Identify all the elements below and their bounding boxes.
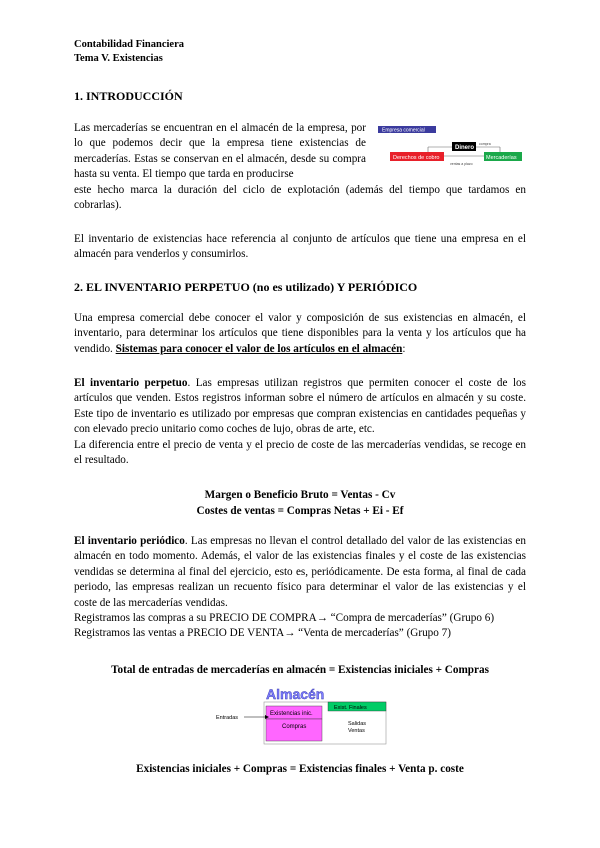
section-2-title: 2. EL INVENTARIO PERPETUO (no es utilizado) Y PERIÓDICO	[74, 280, 418, 294]
mercaderias-label: Mercaderías	[486, 155, 517, 161]
existencias-iniciales-label: Existencias inic.	[270, 711, 313, 717]
formula-coste-ventas: Costes de ventas = Compras Netas + Ei - Ef	[196, 505, 404, 517]
salidas-label: Salidas	[348, 721, 367, 727]
periodico-text: . Las empresas no llevan el control detallado del valor de las existencias en almacén en todo momento. Además, el valor de las existencias finales y el coste de las existencias vendidas se determina al final del ejercicio, esto es, periódicamente. De esta forma, al final de cada periodo, las empresas realizan un recuento físico para determinar el valor de las existencias y el coste de las mercaderías vendidas.	[74, 535, 526, 609]
section-1-title: 1. INTRODUCCIÓN	[74, 89, 183, 103]
almacen-svg	[214, 684, 390, 746]
perpetuo-text: . Las empresas utilizan registros que permiten conocer el coste de los artículos que venden. Estos registros informan sobre el número de artículos en almacén y su coste. Este tipo de inventario es utilizado por empresas que compran existencias en cantidades pequeñas y con elevado precio unitario como coches de lujo, obras de arte, etc.	[74, 377, 526, 436]
formula-total-entradas: Total de entradas de mercaderías en almacén = Existencias iniciales + Compras	[111, 664, 489, 676]
intro-colon: :	[402, 342, 406, 355]
inventory-definition: El inventario de existencias hace referencia al conjunto de artículos que tiene una empresa en el almacén para venderlos y consumirlos.	[74, 233, 526, 261]
cash-cycle-svg	[368, 125, 528, 167]
intro-text: Una empresa comercial debe conocer el valor y composición de sus existencias en almacén, el inventario, para determinar los artículos que tiene disponibles para la venta y los artículos que ha vendido.	[74, 312, 526, 355]
almacen-diagram	[214, 684, 390, 746]
compras-box	[266, 719, 322, 741]
systems-heading: Sistemas para conocer el valor de los artículos en el almacén	[115, 342, 403, 355]
derechos-cobro-label: Derechos de cobro	[393, 155, 440, 161]
topic-title: Tema V. Existencias	[74, 53, 163, 64]
empresa-comercial-label: Empresa comercial	[382, 127, 425, 134]
compra-arrow-label: compra	[479, 142, 491, 146]
course-title: Contabilidad Financiera	[74, 39, 184, 50]
formula-existencias: Existencias iniciales + Compras = Existencias finales + Venta p. coste	[136, 763, 464, 775]
compras-label: Compras	[282, 724, 307, 730]
ventas-label: Ventas	[348, 728, 365, 734]
perpetuo-text-2: La diferencia entre el precio de venta y el precio de coste de las mercaderías vendidas, se recoge en el resultado.	[74, 438, 526, 467]
registro-ventas: Registramos las ventas a PRECIO DE VENTA→ “Venta de mercaderías” (Grupo 7)	[74, 627, 451, 640]
cash-cycle-diagram	[368, 125, 528, 165]
entradas-label: Entradas	[216, 715, 239, 721]
ventas-arrow-label: ventas a plazo	[450, 162, 473, 166]
dinero-label: Dinero	[455, 145, 475, 151]
almacen-title: Almacén	[266, 686, 325, 702]
registro-compras: Registramos las compras a su PRECIO DE COMPRA→ “Compra de mercaderías” (Grupo 6)	[74, 612, 495, 625]
periodico-paragraph	[74, 534, 526, 642]
formula-margen: Margen o Beneficio Bruto = Ventas - Cv	[204, 489, 396, 501]
perpetuo-label: El inventario perpetuo	[74, 377, 188, 389]
intro-paragraph: Las mercaderías se encuentran en el almacén de la empresa, por lo que podemos decir que la empresa tiene existencias de mercaderías. Estas se conservan en el almacén, desde su compra hasta su venta. El tiempo que tarda en producirse	[74, 122, 366, 181]
periodico-label: El inventario periódico	[74, 535, 185, 547]
intro-paragraph-cont: este hecho marca la duración del ciclo de explotación (además del tiempo que tardamos en cobrarlas).	[74, 184, 526, 212]
perpetuo-paragraph	[74, 376, 526, 468]
existencias-finales-label: Exist. Finales	[334, 705, 367, 711]
section-2-intro	[74, 311, 526, 357]
